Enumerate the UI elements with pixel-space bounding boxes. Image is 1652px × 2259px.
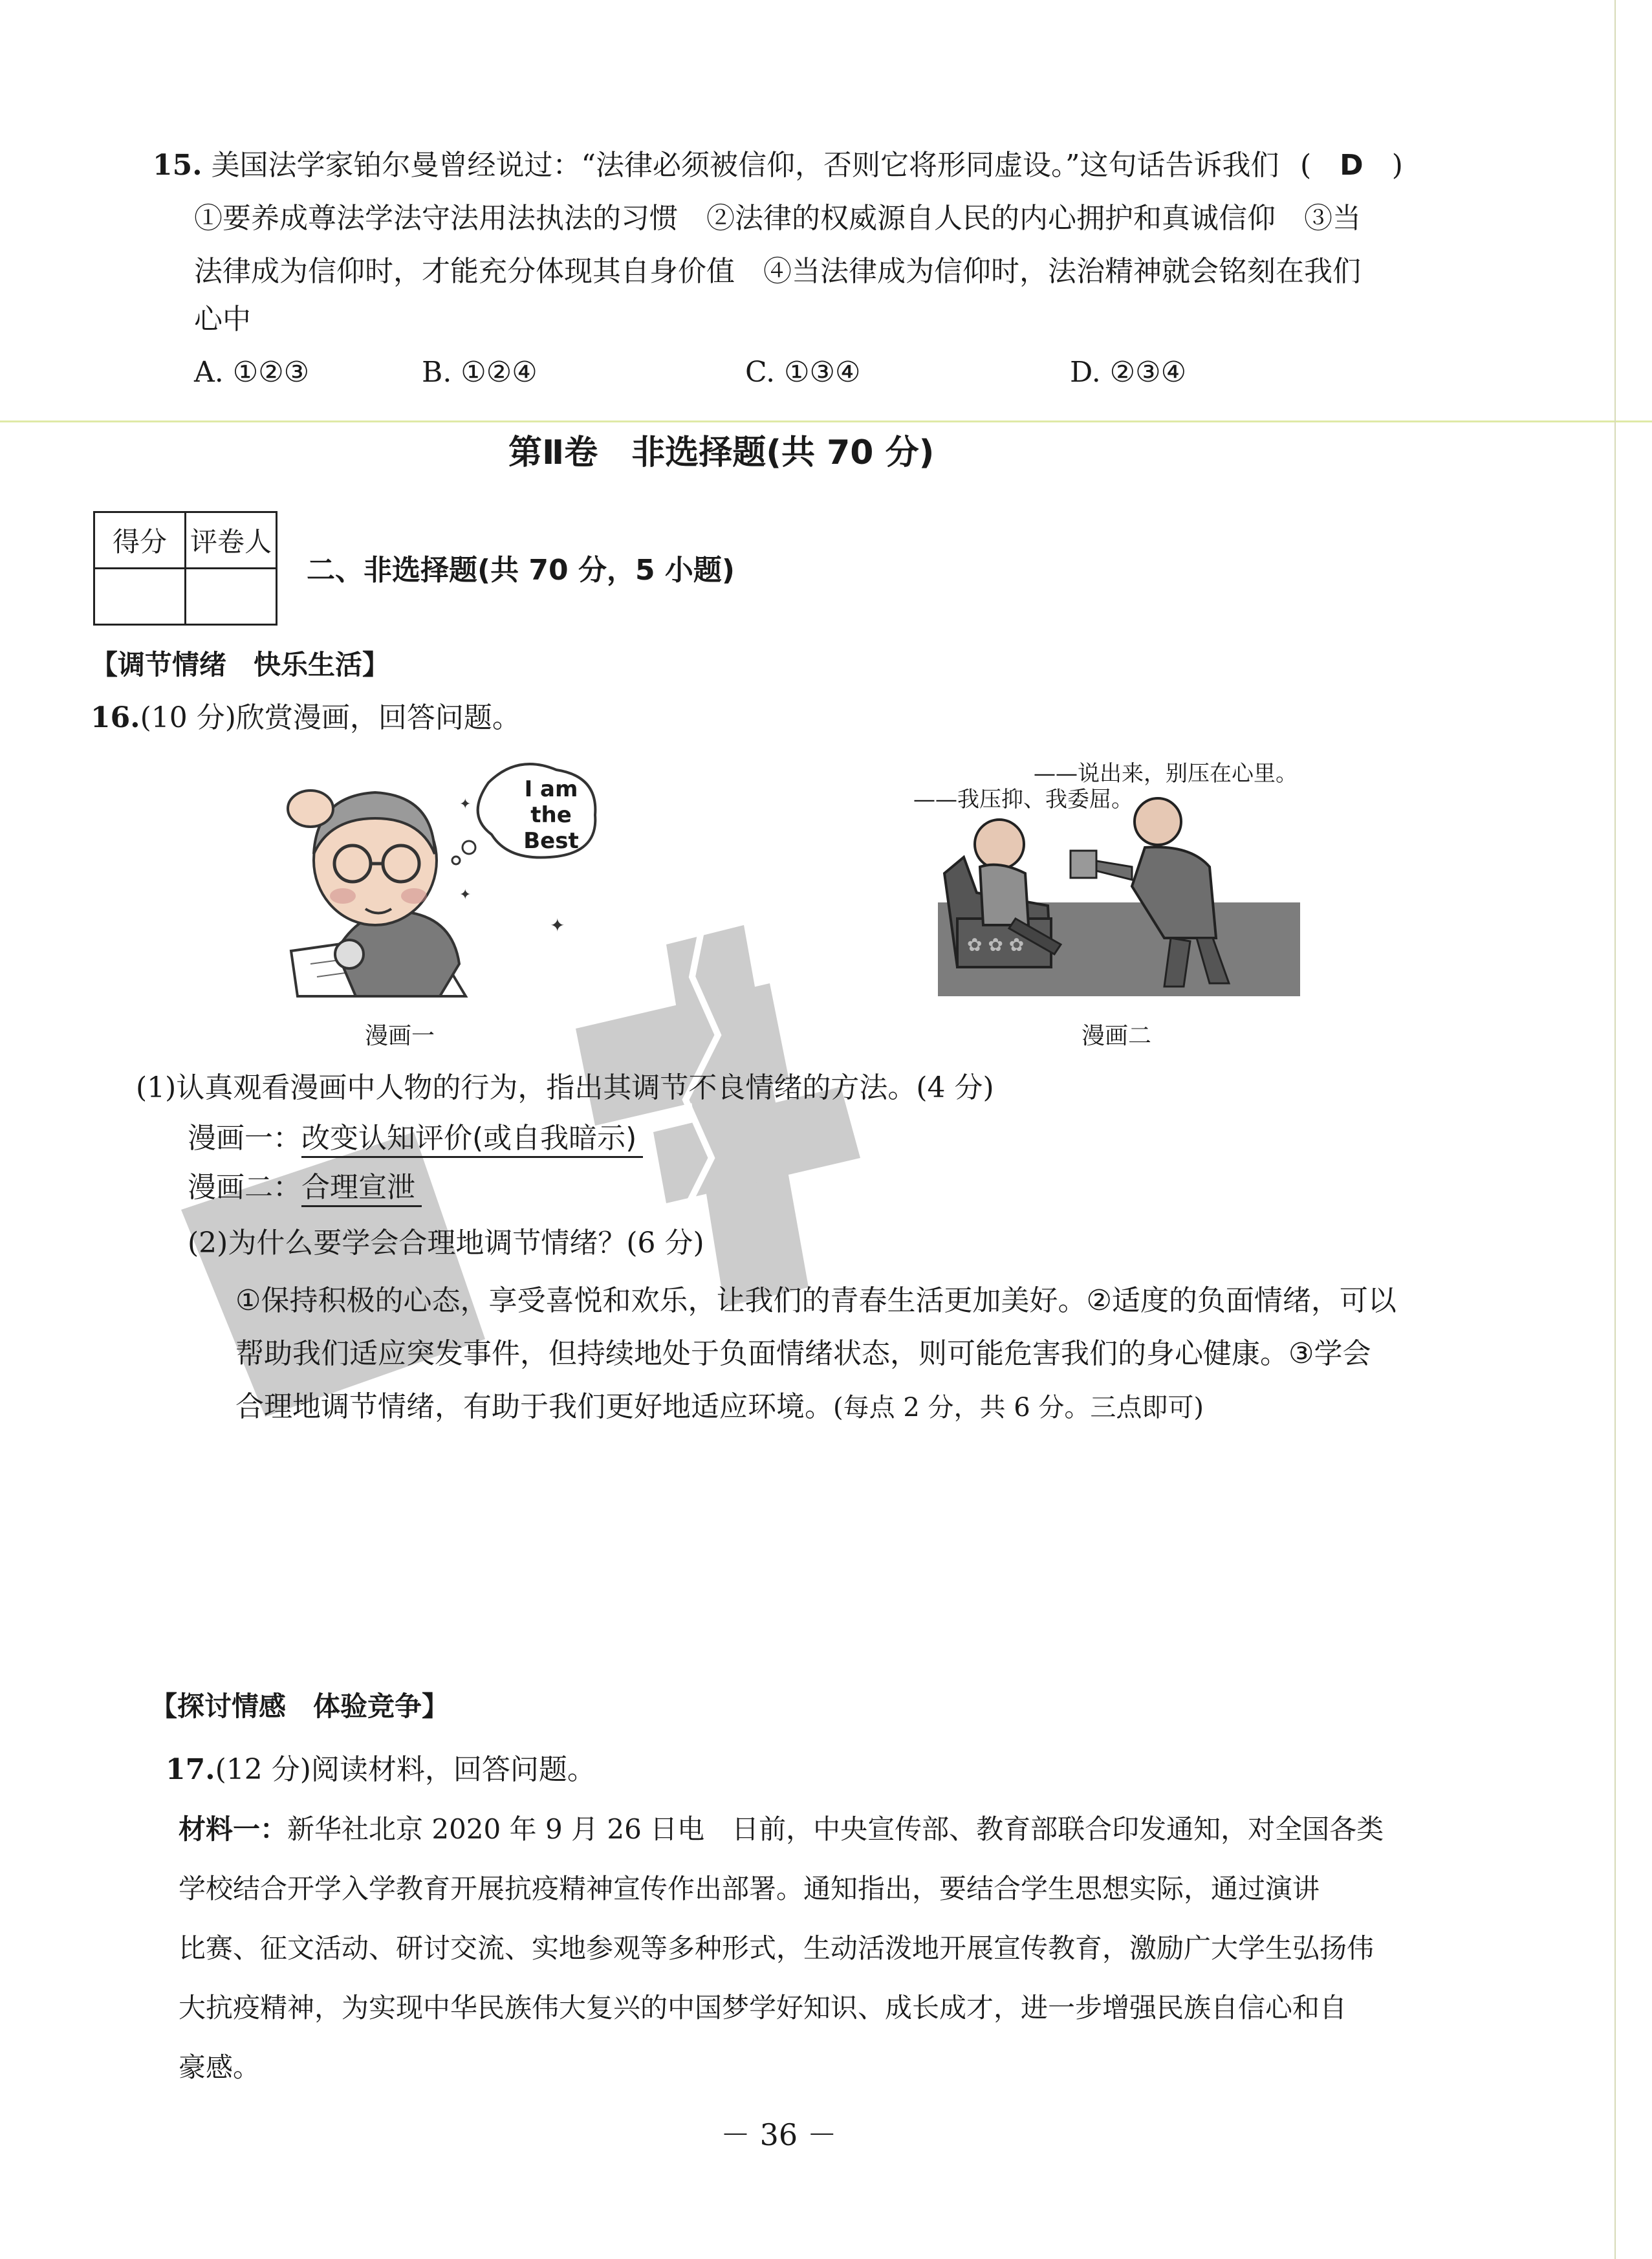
option-c: C. ①③④ [745,356,861,389]
speech-text: I am the [524,776,578,828]
answer-line [235,1380,1397,1434]
material-line: 大抗疫精神，为实现中华民族伟大复兴的中国梦学好知识、成长成才，进一步增强民族自信心和自 [179,1992,1347,2024]
question-15-stem [153,146,1279,185]
page-number: － 36 － [721,2117,837,2152]
material-line: 比赛、征文活动、研讨交流、实地参观等多种形式，生动活泼地开展宣传教育，激励广大学生弘扬伟 [179,1932,1375,1964]
cartoon-two-speech-right: ——说出来，别压在心里。 [1034,761,1298,787]
answer-line-2 [188,1168,422,1207]
question-number: 16. [91,701,140,734]
answer-line: ①保持积极的心态，享受喜悦和欢乐，让我们的青春生活更加美好。②适度的负面情绪，可以 [235,1284,1397,1317]
cartoon-one-caption: 漫画一 [365,1023,435,1049]
svg-text:✦: ✦ [459,887,472,903]
question-text: (10 分)欣赏漫画，回答问题。 [140,701,521,734]
cartoon-two-speech-left: ——我压抑、我委屈。 [913,787,1133,813]
question-text: 美国法学家铂尔曼曾经说过：“法律必须被信仰，否则它将形同虚设。”这句话告诉我们 [211,149,1279,182]
topic-heading: 【探讨情感 体验竞争】 [150,1690,450,1722]
grader-header: 评卷人 [186,512,277,569]
svg-text:✦: ✦ [550,915,565,936]
svg-text:✦: ✦ [459,796,472,813]
option-b: B. ①②④ [422,356,538,389]
section-heading [307,551,735,590]
scoring-note: (每点 2 分，共 6 分。三点即可) [833,1393,1204,1423]
answer-line-text: 合理地调节情绪，有助于我们更好地适应环境。 [235,1390,833,1423]
answer-label: 漫画二： [188,1171,301,1204]
sub-question-1: (1)认真观看漫画中人物的行为，指出其调节不良情绪的方法。(4 分) [136,1071,994,1104]
answer-line-1 [188,1119,643,1158]
score-header: 得分 [94,512,186,569]
cartoon-two-caption: 漫画二 [1081,1023,1152,1049]
answer-text: 改变认知评价(或自我暗示) [301,1122,643,1158]
question-number: 17. [166,1753,215,1786]
option-d: D. ②③④ [1070,356,1187,389]
scan-edge-line [1614,0,1616,2259]
question-17-stem [166,1751,596,1789]
score-cell [94,569,186,625]
cartoon-one-speech [512,776,590,854]
answer-bracket: ( D ) [1300,149,1403,182]
material-line: 学校结合开学入学教育开展抗疫精神宣传作出部署。通知指出，要结合学生思想实际，通过演讲 [179,1873,1320,1904]
statement-line: 心中 [194,303,251,336]
score-table [93,511,277,626]
statement-line: ①要养成尊法学法守法用法执法的习惯 ②法律的权威源自人民的内心拥护和真诚信仰 ③当 [194,202,1361,235]
material-label: 材料一： [179,1813,288,1845]
section-title: 第Ⅱ卷 非选择题(共 70 分) [508,433,935,472]
material-text: 新华社北京 2020 年 9 月 26 日电 日前，中央宣传部、教育部联合印发通知，对全国各类 [287,1813,1384,1845]
topic-heading: 【调节情绪 快乐生活】 [91,649,390,681]
material-line: 豪感。 [179,2051,261,2083]
statement-line: 法律成为信仰时，才能充分体现其自身价值 ④当法律成为信仰时，法治精神就会铭刻在我们 [194,255,1361,288]
cartoon-two-image [938,789,1300,996]
option-a: A. ①②③ [194,356,310,389]
sub-question-2: (2)为什么要学会合理地调节情绪？(6 分) [188,1227,704,1260]
answer-label: 漫画一： [188,1122,301,1155]
answer-text: 合理宣泄 [301,1171,422,1207]
scan-fold-line [0,420,1652,422]
speech-text: Best [523,828,579,854]
material-one [179,1800,1384,2097]
svg-text:✿ ✿ ✿: ✿ ✿ ✿ [967,934,1025,955]
question-16-stem [91,699,521,737]
answer-value: D [1340,149,1364,182]
sub-question-2-answer [235,1274,1397,1434]
grader-cell [186,569,277,625]
answer-line: 帮助我们适应突发事件，但持续地处于负面情绪状态，则可能危害我们的身心健康。③学会 [235,1337,1371,1370]
question-number: 15. [153,149,202,182]
material-line [179,1800,1384,1859]
section-heading-text: 二、非选择题(共 70 分，5 小题) [307,554,735,587]
question-text: (12 分)阅读材料，回答问题。 [215,1753,596,1786]
